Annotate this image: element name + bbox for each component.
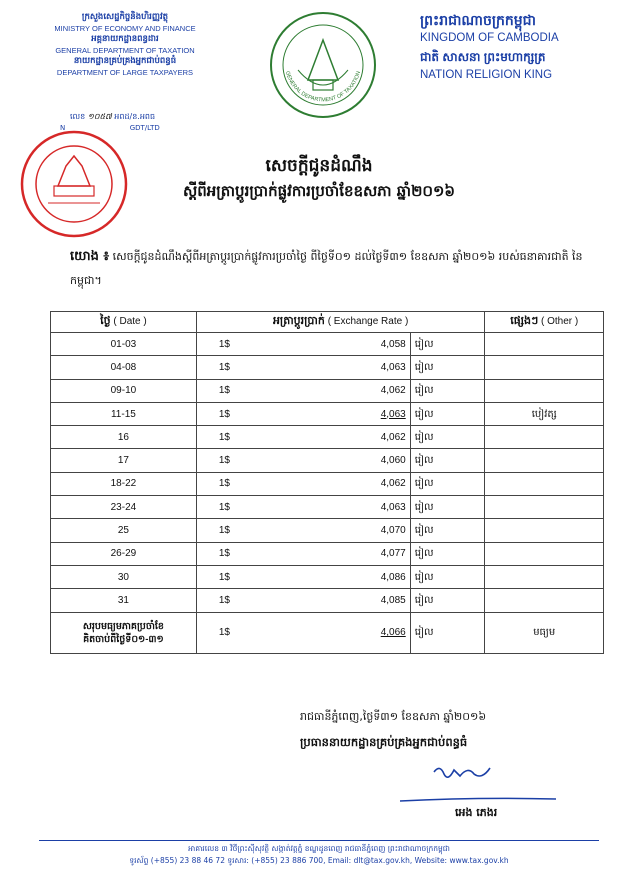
footer-address: អាគារលេខ ៣ វិថីព្រះស៊ីសុវត្ថិ សង្កាត់វត្តភ្នំ ខណ្ឌដូនពេញ រាជធានីភ្នំពេញ ព្រះរាជាណាចក្រកម្ពុជា — [188, 844, 450, 853]
row-date: 09-10 — [51, 379, 197, 402]
row-rate: 4,060 — [277, 449, 410, 472]
subject-text: សេចក្ដីជូនដំណឹងស្ដីពីអត្រាប្ដូរប្រាក់ផ្លូវការប្រចាំថ្ងៃ ពីថ្ងៃទី០១ ដល់ថ្ងៃទី៣១ ខែឧសភា ឆ្នាំ២០១៦ របស់ធនាគារជាតិ នៃ កម្ពុជា។ — [70, 250, 583, 287]
row-date: 11-15 — [51, 402, 197, 425]
director-title: ប្រធាននាយកដ្ឋានគ្រប់គ្រងអ្នកជាប់ពន្ធធំ — [300, 735, 468, 749]
ministry-en: MINISTRY OF ECONOMY AND FINANCE — [54, 24, 196, 33]
sub-department-en: DEPARTMENT OF LARGE TAXPAYERS — [56, 68, 194, 77]
row-date: 31 — [51, 589, 197, 612]
row-unit: រៀល — [410, 519, 485, 542]
row-unit: រៀល — [410, 426, 485, 449]
table-row — [51, 402, 604, 425]
other-header: ផ្សេងៗ ( Other ) — [485, 312, 604, 333]
row-unit: រៀល — [410, 379, 485, 402]
tax-department-emblem-icon — [268, 10, 378, 120]
row-currency: 1$ — [196, 426, 277, 449]
row-currency: 1$ — [196, 519, 277, 542]
row-currency: 1$ — [196, 565, 277, 588]
row-currency: 1$ — [196, 589, 277, 612]
table-row — [51, 542, 604, 565]
average-row — [51, 612, 604, 653]
row-currency: 1$ — [196, 356, 277, 379]
table-row — [51, 472, 604, 495]
row-currency: 1$ — [196, 472, 277, 495]
row-other: បៀវត្ស — [485, 402, 604, 425]
exchange-rate-table — [50, 311, 604, 654]
row-unit: រៀល — [410, 542, 485, 565]
table-row — [51, 589, 604, 612]
row-other — [485, 496, 604, 519]
row-date: 16 — [51, 426, 197, 449]
place-date: រាជធានីភ្នំពេញ,ថ្ងៃទី៣១ ខែឧសភា ឆ្នាំ២០១៦ — [300, 710, 487, 723]
row-other — [485, 472, 604, 495]
kingdom-en: KINGDOM OF CAMBODIA — [420, 32, 559, 44]
row-rate: 4,063 — [277, 402, 410, 425]
row-unit: រៀល — [410, 402, 485, 425]
row-currency: 1$ — [196, 333, 277, 356]
footer-contact: ទូរស័ព្ទ (+855) 23 88 46 72 ទូរសារ: (+855) 23 886 700, Email: dlt@tax.gov.kh, Website: www.tax.gov.kh — [129, 856, 509, 865]
row-date: 26-29 — [51, 542, 197, 565]
svg-text:GENERAL DEPARTMENT OF TAXATION — [284, 71, 362, 104]
average-rate: 4,066 — [277, 612, 410, 653]
kingdom-header — [420, 10, 630, 84]
average-currency: 1$ — [196, 612, 277, 653]
document-subtitle: ស្ដីពីអត្រាប្ដូរប្រាក់ផ្លូវការប្រចាំខែឧសភា ឆ្នាំ២០១៦ — [182, 182, 456, 200]
signer-name: អេង ភេងរ — [455, 806, 498, 819]
table-row — [51, 356, 604, 379]
footer — [0, 840, 638, 867]
department-en: GENERAL DEPARTMENT OF TAXATION — [55, 46, 195, 55]
row-date: 30 — [51, 565, 197, 588]
row-rate: 4,062 — [277, 379, 410, 402]
row-date: 01-03 — [51, 333, 197, 356]
row-unit: រៀល — [410, 472, 485, 495]
ref-label: លេខ — [70, 112, 86, 121]
row-date: 04-08 — [51, 356, 197, 379]
row-date: 25 — [51, 519, 197, 542]
row-other — [485, 565, 604, 588]
row-currency: 1$ — [196, 379, 277, 402]
department-kh: អគ្គនាយកដ្ឋានពន្ធដារ — [91, 34, 159, 44]
table-row — [51, 379, 604, 402]
row-other — [485, 589, 604, 612]
row-rate: 4,058 — [277, 333, 410, 356]
row-rate: 4,063 — [277, 496, 410, 519]
row-date: 17 — [51, 449, 197, 472]
document-title: សេចក្ដីជូនដំណឹង — [265, 156, 373, 176]
row-unit: រៀល — [410, 589, 485, 612]
exchange-rate-header: អត្រាប្ដូរប្រាក់ ( Exchange Rate ) — [196, 312, 485, 333]
row-unit: រៀល — [410, 565, 485, 588]
row-unit: រៀល — [410, 449, 485, 472]
emblem-text: GENERAL DEPARTMENT OF TAXATION — [283, 70, 363, 104]
table-header-row — [51, 312, 604, 333]
row-rate: 4,086 — [277, 565, 410, 588]
ministry-kh: ក្រសួងសេដ្ឋកិច្ចនិងហិរញ្ញវត្ថុ — [81, 12, 169, 22]
row-other — [485, 333, 604, 356]
kingdom-kh: ព្រះរាជាណាចក្រកម្ពុជា — [420, 12, 537, 28]
table-row — [51, 519, 604, 542]
row-currency: 1$ — [196, 496, 277, 519]
table-row — [51, 496, 604, 519]
row-other — [485, 542, 604, 565]
row-currency: 1$ — [196, 542, 277, 565]
ministry-header — [30, 12, 220, 78]
signature-line-icon — [398, 795, 558, 805]
ref-en-suffix: GDT/LTD — [129, 124, 160, 132]
row-rate: 4,062 — [277, 426, 410, 449]
row-currency: 1$ — [196, 449, 277, 472]
average-label: សរុបមធ្យមភាគប្រចាំខែ គិតចាប់ពីថ្ងៃទី០១-៣១ — [51, 612, 197, 653]
ref-suffix: អពដ/ន.អពធ — [114, 112, 156, 121]
row-date: 23-24 — [51, 496, 197, 519]
table-row — [51, 449, 604, 472]
row-unit: រៀល — [410, 496, 485, 519]
ref-number: ១០៥៧ — [87, 112, 112, 121]
ref-en-prefix: N — [60, 124, 66, 132]
row-rate: 4,070 — [277, 519, 410, 542]
row-unit: រៀល — [410, 356, 485, 379]
subject-label: យោង ៖ — [70, 249, 110, 264]
row-other — [485, 449, 604, 472]
reference-paragraph — [70, 245, 590, 293]
reference-number — [70, 111, 155, 123]
table-row — [51, 333, 604, 356]
signature-icon — [430, 760, 500, 784]
row-unit: រៀល — [410, 333, 485, 356]
row-rate: 4,063 — [277, 356, 410, 379]
row-currency: 1$ — [196, 402, 277, 425]
date-header: ថ្ងៃ ( Date ) — [51, 312, 197, 333]
average-unit: រៀល — [410, 612, 485, 653]
motto-kh: ជាតិ សាសនា ព្រះមហាក្សត្រ — [420, 50, 546, 64]
row-rate: 4,077 — [277, 542, 410, 565]
average-other: មធ្យម — [485, 612, 604, 653]
table-row — [51, 426, 604, 449]
row-other — [485, 519, 604, 542]
row-other — [485, 356, 604, 379]
row-rate: 4,062 — [277, 472, 410, 495]
row-other — [485, 379, 604, 402]
table-row — [51, 565, 604, 588]
row-date: 18-22 — [51, 472, 197, 495]
motto-en: NATION RELIGION KING — [420, 69, 553, 81]
row-other — [485, 426, 604, 449]
sub-department-kh: នាយកដ្ឋានគ្រប់គ្រងអ្នកជាប់ពន្ធធំ — [73, 56, 177, 66]
row-rate: 4,085 — [277, 589, 410, 612]
